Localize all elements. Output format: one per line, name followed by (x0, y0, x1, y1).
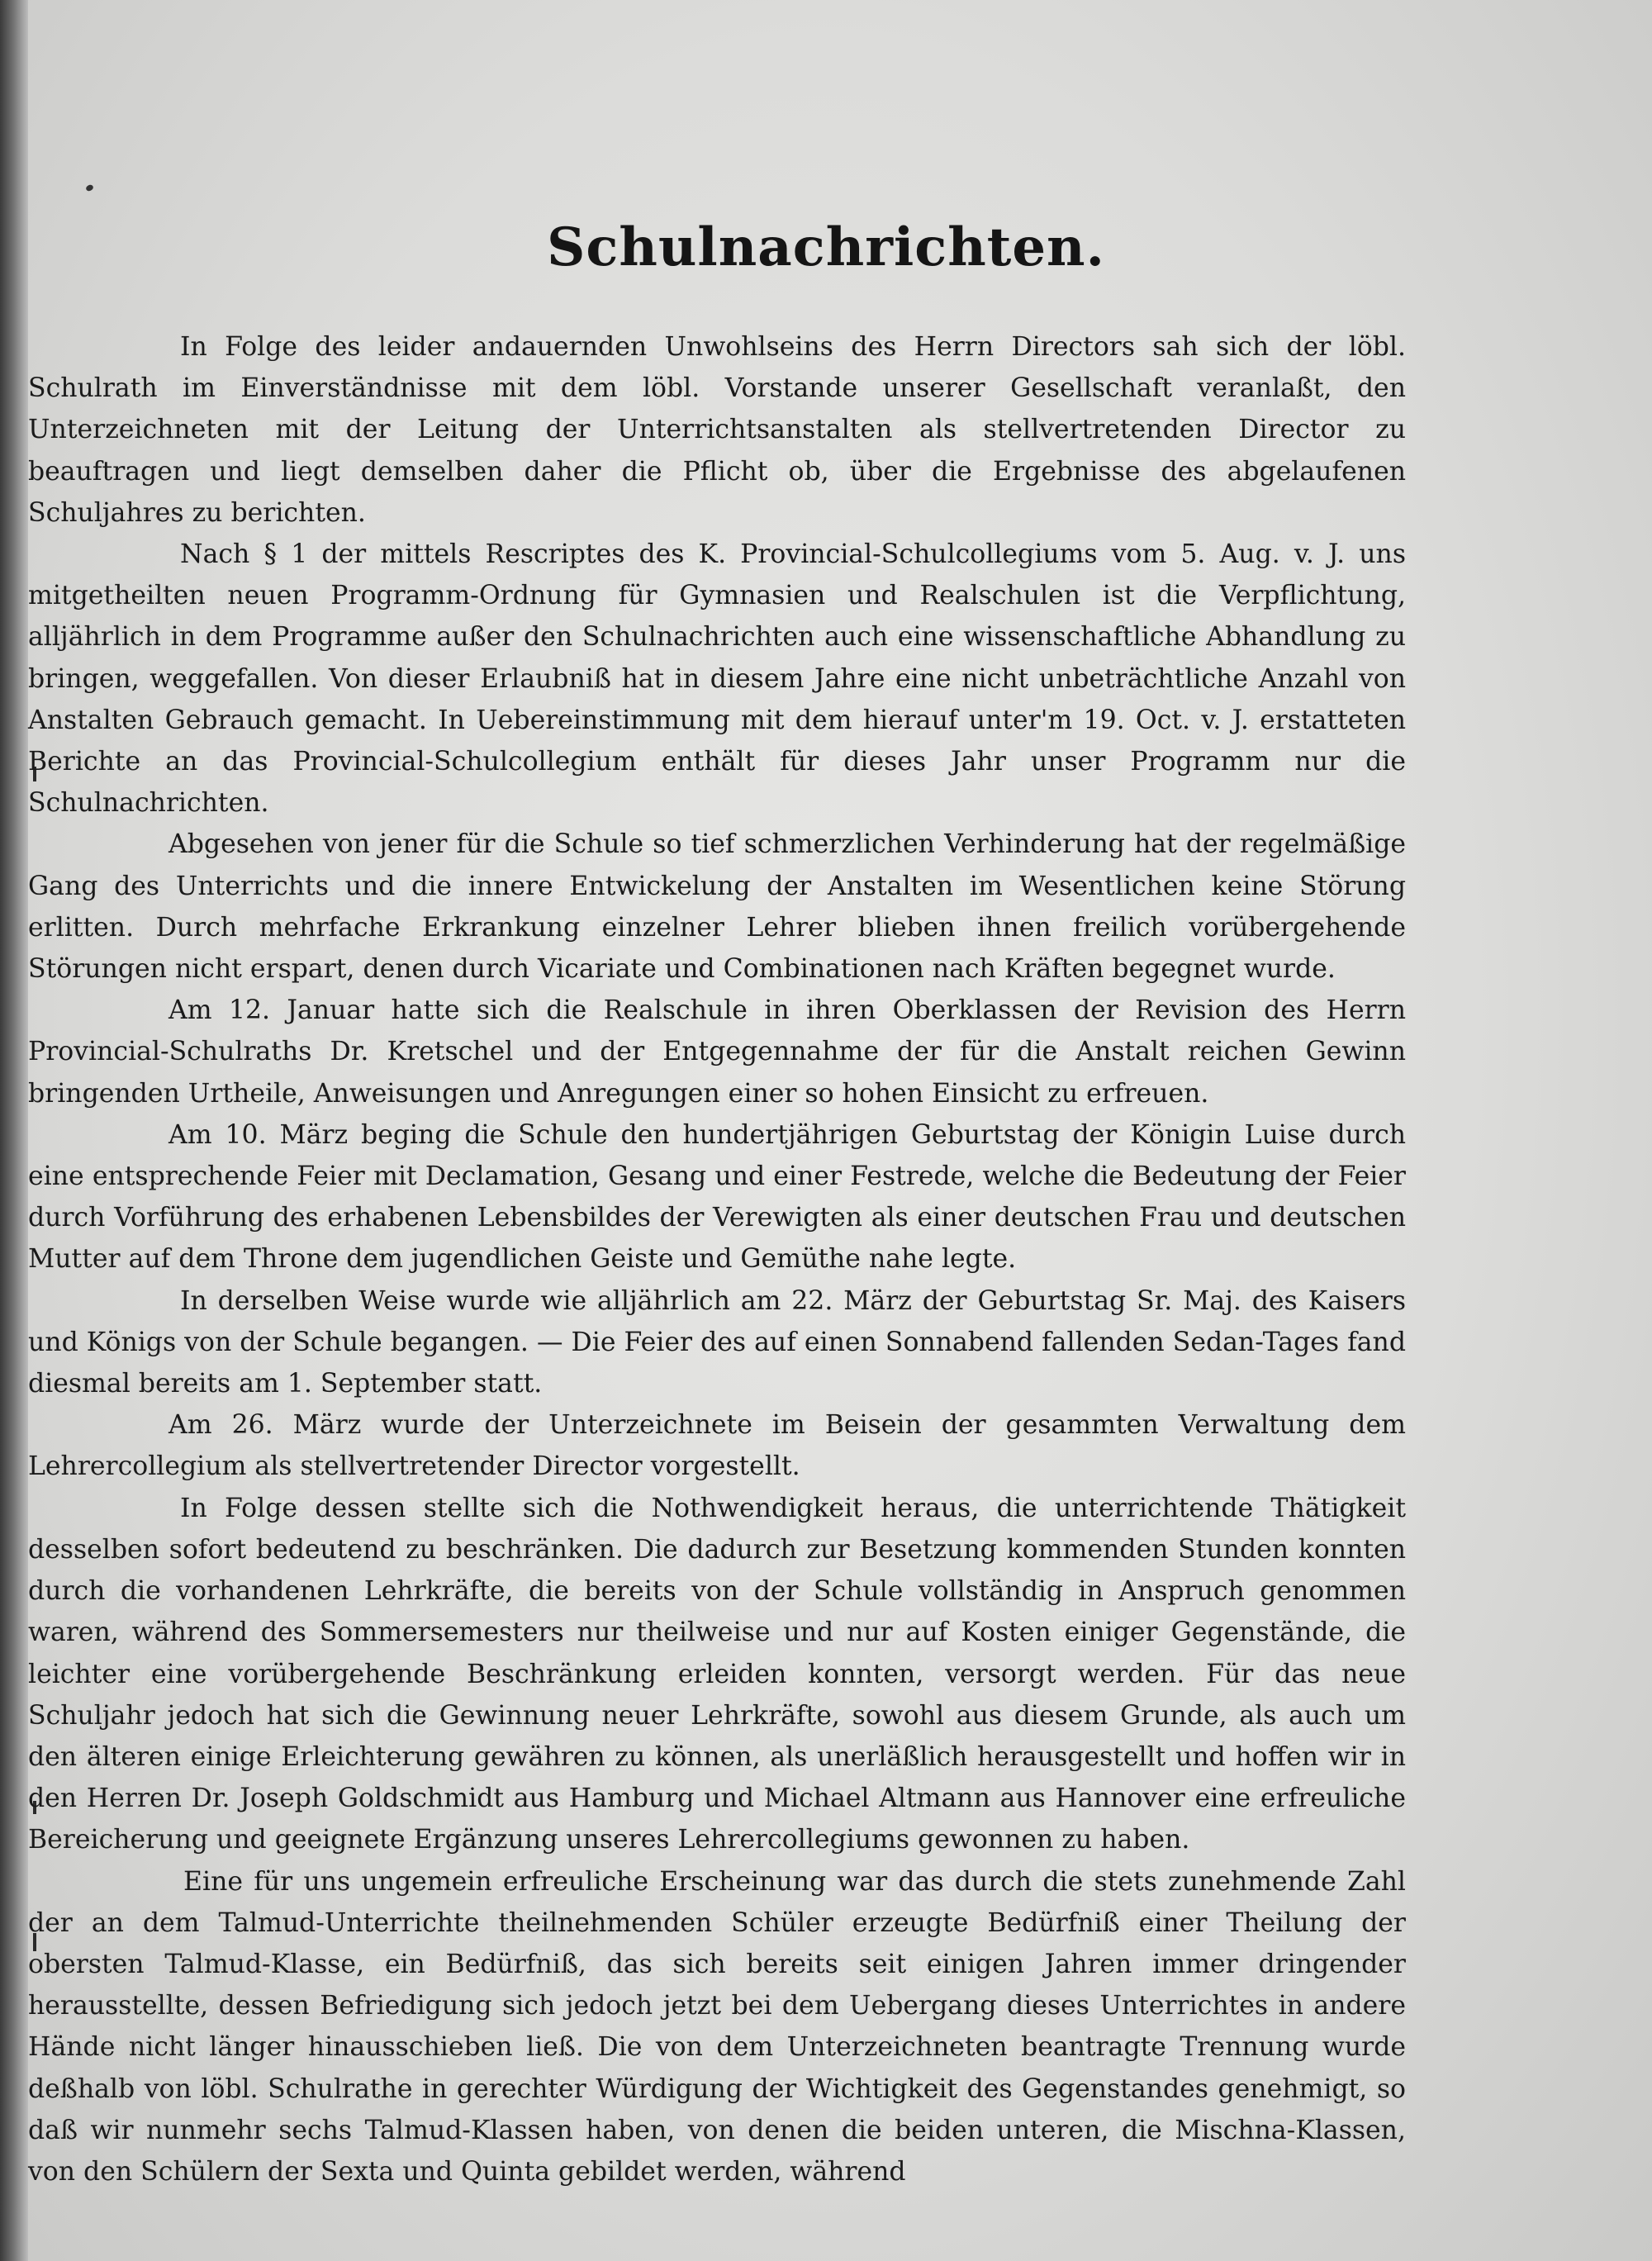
paragraph-kaisers-geburtstag: In derselben Weise wurde wie alljährlich am 22. März der Geburtstag Sr. Maj. des Kaisers und Königs von der Schule begangen. — Die Feier des auf einen Sonnabend fallenden Sedan-Tages fand diesmal bereits am 1. September statt. (28, 1285, 1406, 1399)
paragraph-koenigin-luise: Am 10. März beging die Schule den hundertjährigen Geburtstag der Königin Luise durch eine entsprechende Feier mit Declamation, Gesang und einer Festrede, welche die Bedeutung der Feier durch Vorführung des erhabenen Lebensbildes der Verewigten als einer deutschen Frau und deutschen Mutter auf dem Throne dem jugendlichen Geiste und Gemüthe nahe legte. (28, 1119, 1406, 1275)
scan-speck (85, 183, 94, 192)
paragraph-programm-ordnung: Nach § 1 der mittels Rescriptes des K. Provincial-Schulcollegiums vom 5. Aug. v. J. uns mitgetheilten neuen Programm-Ordnung für Gymnasien und Realschulen ist die Verpflichtung, alljährlich in dem Programme außer den Schulnachrichten auch eine wissenschaftliche Abhandlung zu bringen, weggefallen. Von dieser Erlaubniß hat in diesem Jahre eine nicht unbeträchtliche Anzahl von Anstalten Gebrauch gemacht. In Uebereinstimmung mit dem hierauf unter'm 19. Oct. v. J. erstatteten Berichte an das Provincial-Schulcollegium enthält für dieses Jahr unser Programm nur die Schulnachrichten. (28, 539, 1406, 819)
paragraph-lehrkraefte: In Folge dessen stellte sich die Nothwendigkeit heraus, die unterrichtende Thätigkeit desselben sofort bedeutend zu beschränken. Die dadurch zur Besetzung kommenden Stunden konnten durch die vorhandenen Lehrkräfte, die bereits von der Schule vollständig in Anspruch genommen waren, während des Sommersemesters nur theilweise und nur auf Kosten einiger Gegenstände, die leichter eine vorübergehende Beschränkung erleiden konnten, versorgt werden. Für das neue Schuljahr jedoch hat sich die Gewinnung neuer Lehrkräfte, sowohl aus diesem Grunde, als auch um den älteren einige Erleichterung gewähren zu können, als unerläßlich herausgestellt und hoffen wir in den Herren Dr. Joseph Goldschmidt aus Hamburg und Michael Altmann aus Hannover eine erfreuliche Bereicherung und geeignete Ergänzung unseres Lehrercollegiums gewonnen zu haben. (28, 1493, 1406, 1855)
paragraph-unwohlsein: In Folge des leider andauernden Unwohlseins des Herrn Directors sah sich der löbl. Schulrath im Einverständnisse mit dem löbl. Vorstande unserer Gesellschaft veranlaßt, den Unterzeichneten mit der Leitung der Unterrichtsanstalten als stellvertretenden Director zu beauftragen und liegt demselben daher die Pflicht ob, über die Ergebnisse des abgelaufenen Schuljahres zu berichten. (28, 332, 1406, 528)
paragraph-unterrichtsgang: Abgesehen von jener für die Schule so tief schmerzlichen Verhinderung hat der regelmäßige Gang des Unterrichts und die innere Entwickelung der Anstalten im Wesentlichen keine Störung erlitten. Durch mehrfache Erkrankung einzelner Lehrer blieben ihnen freilich vorübergehende Störungen nicht erspart, denen durch Vicariate und Combinationen nach Kräften begegnet wurde. (28, 829, 1406, 985)
binding-edge-shadow (0, 0, 28, 2261)
paragraph-talmud-klassen: Eine für uns ungemein erfreuliche Erscheinung war das durch die stets zunehmende Zahl der an dem Talmud-Unterrichte theilnehmenden Schüler erzeugte Bedürfniß einer Theilung der obersten Talmud-Klasse, ein Bedürfniß, das sich bereits seit einigen Jahren immer dringender herausstellte, dessen Befriedigung sich jedoch jetzt bei dem Uebergang dieses Unterrichtes in andere Hände nicht länger hinausschieben ließ. Die von dem Unterzeichneten beantragte Trennung wurde deßhalb von löbl. Schulrathe in gerechter Würdigung der Wichtigkeit des Gegenstandes genehmigt, so daß wir nunmehr sechs Talmud-Klassen haben, von denen die beiden unteren, die Mischna-Klassen, von den Schülern der Sexta und Quinta gebildet werden, während (28, 1866, 1406, 2187)
body-text (28, 326, 1406, 2192)
page-title: Schulnachrichten. (547, 216, 1105, 278)
paragraph-vorstellung: Am 26. März wurde der Unterzeichnete im Beisein der gesammten Verwaltung dem Lehrercollegium als stellvertretender Director vorgestellt. (28, 1410, 1406, 1482)
paragraph-revision: Am 12. Januar hatte sich die Realschule in ihren Oberklassen der Revision des Herrn Provincial-Schulraths Dr. Kretschel und der Entgegennahme der für die Anstalt reichen Gewinn bringenden Urtheile, Anweisungen und Anregungen einer so hohen Einsicht zu erfreuen. (28, 995, 1406, 1109)
